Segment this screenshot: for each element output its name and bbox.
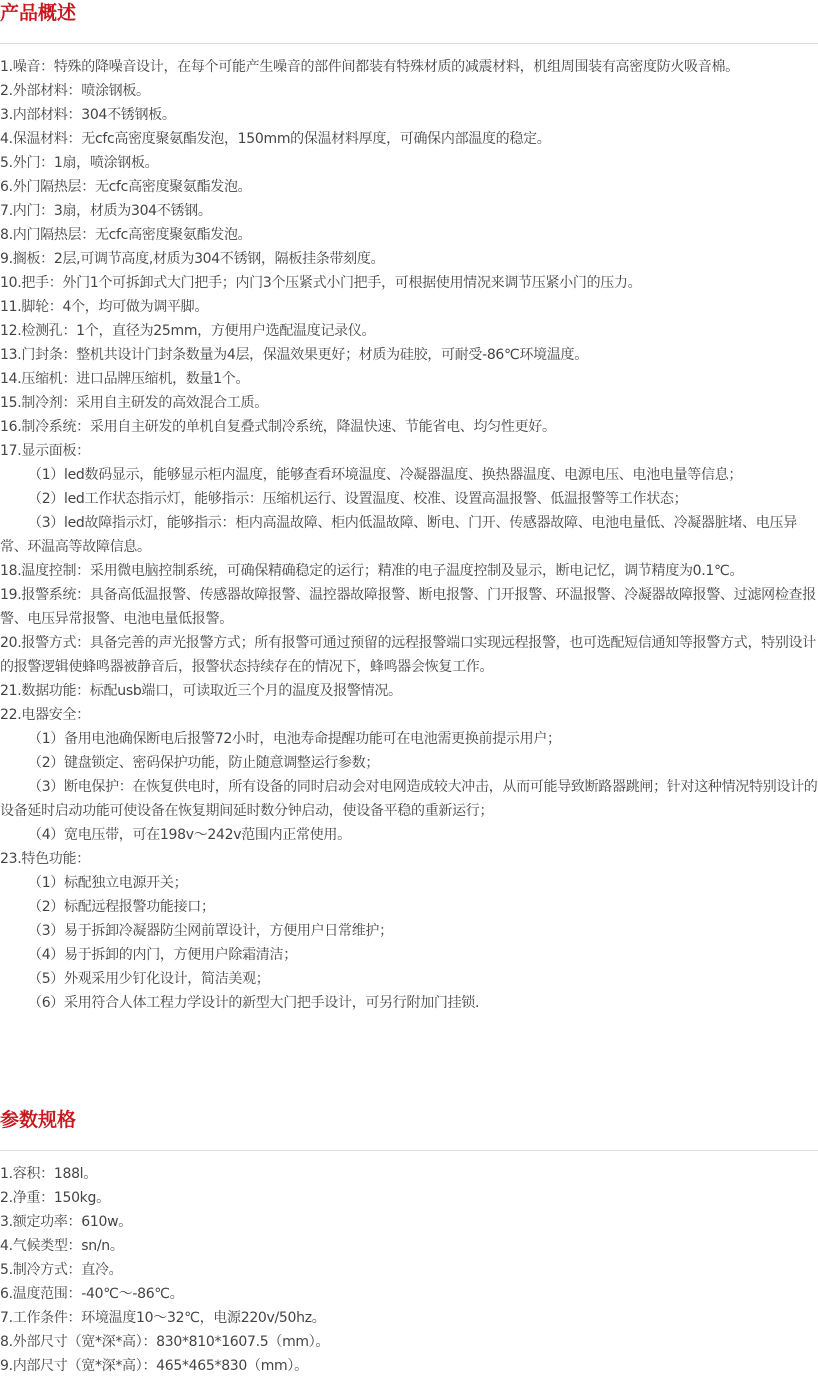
overview-item: 15.制冷剂：采用自主研发的高效混合工质。	[0, 395, 268, 411]
overview-sub-item: （4）宽电压带，可在198v～242v范围内正常使用。	[28, 827, 351, 843]
overview-item: 16.制冷系统：采用自主研发的单机自复叠式制冷系统，降温快速、节能省电、均匀性更好。	[0, 419, 556, 435]
overview-item: 13.门封条：整机共设计门封条数量为4层，保温效果更好；材质为硅胶，可耐受-86℃环境温度。	[0, 347, 588, 363]
specs-item: 4.气候类型：sn/n。	[0, 1238, 124, 1254]
overview-item: 8.内门隔热层：无cfc高密度聚氨酯发泡。	[0, 227, 252, 243]
specs-item: 1.容积：188l。	[0, 1166, 97, 1182]
overview-sub-item: （4）易于拆卸的内门，方便用户除霜清洁；	[28, 947, 297, 963]
overview-item: 10.把手：外门1个可拆卸式大门把手；内门3个压紧式小门把手，可根据使用情况来调节压紧小门的压力。	[0, 275, 642, 291]
overview-sub-item: （3）led故障指示灯，能够指示：柜内高温故障、柜内低温故障、断电、门开、传感器故障、电池电量低、冷凝器脏堵、电压异常、环温高等故障信息。	[0, 515, 797, 555]
specs-item: 5.制冷方式：直冷。	[0, 1262, 123, 1278]
overview-sub-item: （2）键盘锁定、密码保护功能，防止随意调整运行参数；	[28, 755, 380, 771]
specs-divider	[0, 1150, 818, 1151]
specs-item: 6.温度范围：-40℃～-86℃。	[0, 1286, 184, 1302]
overview-divider	[0, 43, 818, 44]
overview-list	[0, 55, 818, 1015]
overview-sub-item: （5）外观采用少钉化设计，简洁美观；	[28, 971, 270, 987]
overview-item: 23.特色功能：	[0, 851, 90, 867]
overview-item: 19.报警系统：具备高低温报警、传感器故障报警、温控器故障报警、断电报警、门开报警、环温报警、冷凝器故障报警、过滤网检查报警、电压异常报警、电池电量低报警。	[0, 587, 816, 627]
specs-item: 8.外部尺寸（宽*深*高）：830*810*1607.5（mm）。	[0, 1334, 330, 1350]
overview-sub-item: （3）易于拆卸冷凝器防尘网前罩设计，方便用户日常维护；	[28, 923, 393, 939]
overview-sub-item: （3）断电保护：在恢复供电时，所有设备的同时启动会对电网造成较大冲击，从而可能导致断路器跳闸；针对这种情况特别设计的设备延时启动功能可使设备在恢复期间延时数分钟启动，使设备平稳的重新运行；	[0, 779, 818, 819]
specs-list	[0, 1162, 818, 1378]
specs-item: 2.净重：150kg。	[0, 1190, 110, 1206]
overview-item: 21.数据功能：标配usb端口，可读取近三个月的温度及报警情况。	[0, 683, 402, 699]
overview-item: 5.外门：1扇，喷涂钢板。	[0, 155, 159, 171]
specs-item: 7.工作条件：环境温度10～32℃，电源220v/50hz。	[0, 1310, 326, 1326]
overview-sub-item: （1）led数码显示，能够显示柜内温度，能够查看环境温度、冷凝器温度、换热器温度、电源电压、电池电量等信息；	[28, 467, 743, 483]
overview-item: 18.温度控制：采用微电脑控制系统，可确保精确稳定的运行；精准的电子温度控制及显示，断电记忆，调节精度为0.1℃。	[0, 563, 744, 579]
overview-item: 7.内门：3扇，材质为304不锈钢。	[0, 203, 212, 219]
overview-item: 4.保温材料：无cfc高密度聚氨酯发泡，150mm的保温材料厚度，可确保内部温度的稳定。	[0, 131, 551, 147]
overview-sub-item: （2）led工作状态指示灯，能够指示：压缩机运行、设置温度、校准、设置高温报警、低温报警等工作状态；	[28, 491, 688, 507]
overview-item: 9.搁板：2层,可调节高度,材质为304不锈钢，隔板挂条带刻度。	[0, 251, 385, 267]
overview-item: 1.噪音：特殊的降噪音设计，在每个可能产生噪音的部件间都装有特殊材质的减震材料，机组周围装有高密度防火吸音棉。	[0, 59, 739, 75]
overview-sub-item: （2）标配远程报警功能接口；	[28, 899, 215, 915]
specs-title: 参数规格	[0, 1109, 77, 1131]
overview-sub-item: （1）标配独立电源开关；	[28, 875, 188, 891]
overview-item: 2.外部材料：喷涂钢板。	[0, 83, 150, 99]
overview-item: 3.内部材料：304不锈钢板。	[0, 107, 176, 123]
overview-item: 12.检测孔：1个，直径为25mm，方便用户选配温度记录仪。	[0, 323, 376, 339]
overview-sub-item: （6）采用符合人体工程力学设计的新型大门把手设计，可另行附加门挂锁.	[28, 995, 480, 1011]
specs-item: 3.额定功率：610w。	[0, 1214, 132, 1230]
specs-item: 9.内部尺寸（宽*深*高）：465*465*830（mm）。	[0, 1358, 308, 1374]
overview-item: 20.报警方式：具备完善的声光报警方式；所有报警可通过预留的远程报警端口实现远程报警，也可选配短信通知等报警方式，特别设计的报警逻辑使蜂鸣器被静音后，报警状态持续存在的情况下，蜂鸣器会恢复工作。	[0, 635, 816, 675]
overview-title: 产品概述	[0, 2, 77, 24]
overview-item: 17.显示面板：	[0, 443, 90, 459]
overview-item: 6.外门隔热层：无cfc高密度聚氨酯发泡。	[0, 179, 252, 195]
overview-sub-item: （1）备用电池确保断电后报警72小时，电池寿命提醒功能可在电池需更换前提示用户；	[28, 731, 561, 747]
overview-item: 14.压缩机：进口品牌压缩机，数量1个。	[0, 371, 250, 387]
overview-item: 22.电器安全：	[0, 707, 90, 723]
overview-item: 11.脚轮：4个，均可做为调平脚。	[0, 299, 209, 315]
